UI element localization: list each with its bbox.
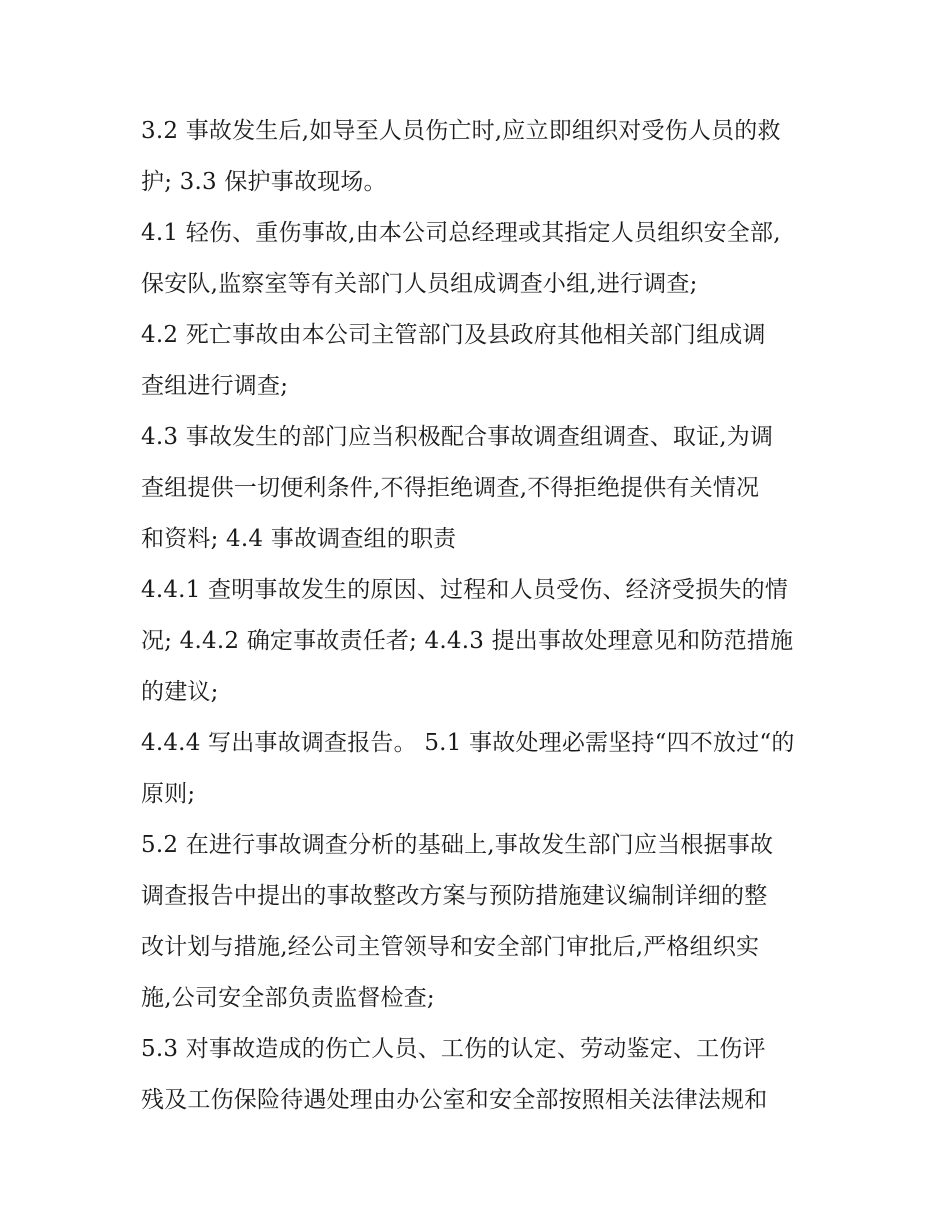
text-line: 查组提供一切便利条件,不得拒绝调查,不得拒绝提供有关情况 [141, 475, 760, 501]
text-line: 护; 3.3 保护事故现场。 [141, 169, 387, 195]
text-line: 施,公司安全部负责监督检查; [141, 985, 435, 1011]
text-line: 4.2 死亡事故由本公司主管部门及县政府其他相关部门组成调 [141, 322, 766, 348]
text-line: 查组进行调查; [141, 373, 289, 399]
text-line: 4.1 轻伤、重伤事故,由本公司总经理或其指定人员组织安全部, [141, 220, 781, 246]
text-line: 的建议; [141, 679, 219, 705]
document-body [141, 106, 821, 1126]
text-line: 残及工伤保险待遇处理由办公室和安全部按照相关法律法规和 [141, 1087, 768, 1113]
text-line: 4.4.1 查明事故发生的原因、过程和人员受伤、经济受损失的情 [141, 577, 789, 603]
text-line: 保安队,监察室等有关部门人员组成调查小组,进行调查; [141, 271, 698, 297]
text-line: 4.3 事故发生的部门应当积极配合事故调查组调查、取证,为调 [141, 424, 774, 450]
text-line: 和资料; 4.4 事故调查组的职责 [141, 526, 457, 552]
text-line: 5.3 对事故造成的伤亡人员、工伤的认定、劳动鉴定、工伤评 [141, 1036, 766, 1062]
text-line: 调查报告中提出的事故整改方案与预防措施建议编制详细的整 [141, 883, 768, 909]
text-line: 原则; [141, 781, 196, 807]
text-line: 改计划与措施,经公司主管领导和安全部门审批后,严格组织实 [141, 934, 760, 960]
text-line: 3.2 事故发生后,如导至人员伤亡时,应立即组织对受伤人员的救 [141, 118, 781, 144]
text-line: 5.2 在进行事故调查分析的基础上,事故发生部门应当根据事故 [141, 832, 774, 858]
text-line: 4.4.4 写出事故调查报告。 5.1 事故处理必需坚持“四不放过“的 [141, 730, 795, 756]
text-line: 况; 4.4.2 确定事故责任者; 4.4.3 提出事故处理意见和防范措施 [141, 628, 794, 654]
